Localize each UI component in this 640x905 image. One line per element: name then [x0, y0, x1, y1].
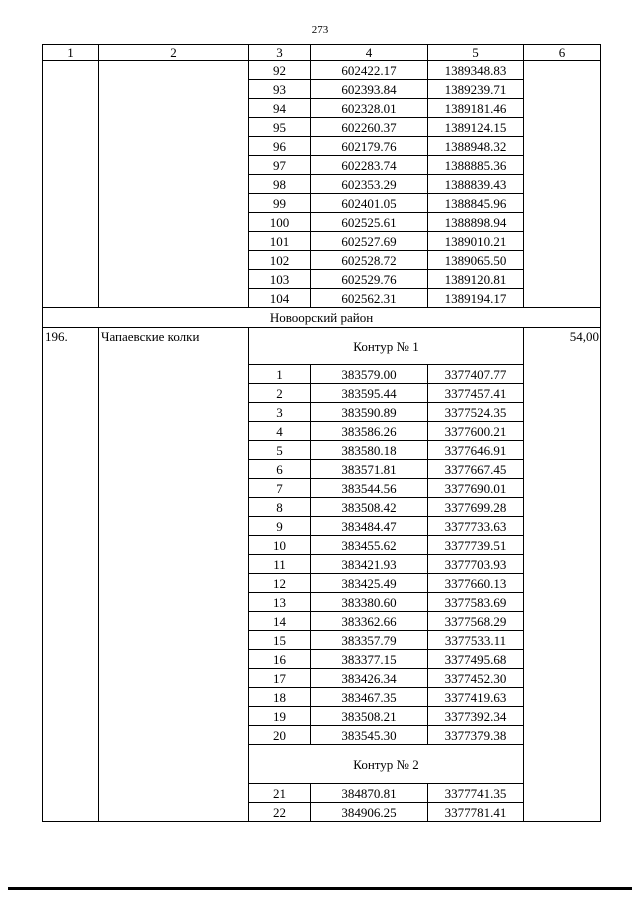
point-number-cell: 11 — [249, 555, 311, 574]
column-header: 5 — [428, 45, 524, 61]
coord-y-cell: 1388845.96 — [428, 194, 524, 213]
coord-x-cell: 383580.18 — [311, 441, 428, 460]
coord-x-cell: 384906.25 — [311, 803, 428, 822]
coord-x-cell: 383425.49 — [311, 574, 428, 593]
coord-x-cell: 602529.76 — [311, 270, 428, 289]
coord-x-cell: 383357.79 — [311, 631, 428, 650]
point-number-cell: 97 — [249, 156, 311, 175]
coord-y-cell: 3377568.29 — [428, 612, 524, 631]
point-number-cell: 13 — [249, 593, 311, 612]
coord-x-cell: 383586.26 — [311, 422, 428, 441]
point-number-cell: 9 — [249, 517, 311, 536]
point-number-cell: 101 — [249, 232, 311, 251]
coord-y-cell: 1389124.15 — [428, 118, 524, 137]
area-cell — [524, 61, 601, 308]
coord-y-cell: 1388948.32 — [428, 137, 524, 156]
coord-y-cell: 3377524.35 — [428, 403, 524, 422]
coord-y-cell: 3377379.38 — [428, 726, 524, 745]
coord-x-cell: 602401.05 — [311, 194, 428, 213]
coord-y-cell: 1388885.36 — [428, 156, 524, 175]
coord-x-cell: 383362.66 — [311, 612, 428, 631]
point-number-cell: 22 — [249, 803, 311, 822]
coord-y-cell: 3377667.45 — [428, 460, 524, 479]
kontur-title: Контур № 2 — [249, 745, 524, 784]
point-number-cell: 98 — [249, 175, 311, 194]
point-number-cell: 104 — [249, 289, 311, 308]
coord-y-cell: 3377452.30 — [428, 669, 524, 688]
point-number-cell: 92 — [249, 61, 311, 80]
point-number-cell: 4 — [249, 422, 311, 441]
coord-x-cell: 602353.29 — [311, 175, 428, 194]
entry-number-cell: 196. — [43, 328, 99, 822]
kontur-title: Контур № 1 — [249, 328, 524, 365]
point-number-cell: 96 — [249, 137, 311, 156]
point-number-cell: 6 — [249, 460, 311, 479]
coord-x-cell: 383508.42 — [311, 498, 428, 517]
point-number-cell: 103 — [249, 270, 311, 289]
page-number: 273 — [311, 24, 329, 36]
point-number-cell: 100 — [249, 213, 311, 232]
table-row — [43, 308, 601, 328]
coord-y-cell: 1389348.83 — [428, 61, 524, 80]
coord-y-cell: 3377699.28 — [428, 498, 524, 517]
point-number-cell: 8 — [249, 498, 311, 517]
coord-x-cell: 602393.84 — [311, 80, 428, 99]
coord-y-cell: 3377690.01 — [428, 479, 524, 498]
entry-name-cell — [99, 61, 249, 308]
coord-y-cell: 1389181.46 — [428, 99, 524, 118]
coord-x-cell: 383467.35 — [311, 688, 428, 707]
point-number-cell: 95 — [249, 118, 311, 137]
coord-y-cell: 1388898.94 — [428, 213, 524, 232]
point-number-cell: 2 — [249, 384, 311, 403]
coord-x-cell: 383595.44 — [311, 384, 428, 403]
coord-y-cell: 3377600.21 — [428, 422, 524, 441]
coord-y-cell: 3377495.68 — [428, 650, 524, 669]
coord-x-cell: 383380.60 — [311, 593, 428, 612]
coord-x-cell: 602525.61 — [311, 213, 428, 232]
point-number-cell: 3 — [249, 403, 311, 422]
coord-y-cell: 3377660.13 — [428, 574, 524, 593]
table-row — [43, 328, 601, 365]
coord-y-cell: 3377781.41 — [428, 803, 524, 822]
coord-x-cell: 383377.15 — [311, 650, 428, 669]
coord-x-cell: 383455.62 — [311, 536, 428, 555]
point-number-cell: 99 — [249, 194, 311, 213]
coord-y-cell: 3377733.63 — [428, 517, 524, 536]
coord-y-cell: 3377741.35 — [428, 784, 524, 803]
coord-y-cell: 3377646.91 — [428, 441, 524, 460]
coord-x-cell: 383590.89 — [311, 403, 428, 422]
coord-x-cell: 602283.74 — [311, 156, 428, 175]
column-header: 2 — [99, 45, 249, 61]
coord-x-cell: 383421.93 — [311, 555, 428, 574]
point-number-cell: 94 — [249, 99, 311, 118]
entry-number-cell — [43, 61, 99, 308]
coord-x-cell: 602562.31 — [311, 289, 428, 308]
coord-y-cell: 3377457.41 — [428, 384, 524, 403]
point-number-cell: 10 — [249, 536, 311, 555]
coord-y-cell: 1389239.71 — [428, 80, 524, 99]
coord-y-cell: 1389194.17 — [428, 289, 524, 308]
point-number-cell: 19 — [249, 707, 311, 726]
coord-x-cell: 383545.30 — [311, 726, 428, 745]
point-number-cell: 12 — [249, 574, 311, 593]
point-number-cell: 5 — [249, 441, 311, 460]
coord-x-cell: 602260.37 — [311, 118, 428, 137]
coord-y-cell: 3377703.93 — [428, 555, 524, 574]
coord-y-cell: 3377739.51 — [428, 536, 524, 555]
point-number-cell: 7 — [249, 479, 311, 498]
bottom-rule — [8, 887, 632, 890]
coord-x-cell: 383544.56 — [311, 479, 428, 498]
column-header: 4 — [311, 45, 428, 61]
coord-y-cell: 1388839.43 — [428, 175, 524, 194]
coord-x-cell: 602422.17 — [311, 61, 428, 80]
table-row — [43, 45, 601, 61]
coord-y-cell: 1389120.81 — [428, 270, 524, 289]
coord-x-cell: 602179.76 — [311, 137, 428, 156]
coord-x-cell: 383426.34 — [311, 669, 428, 688]
coord-x-cell: 384870.81 — [311, 784, 428, 803]
point-number-cell: 14 — [249, 612, 311, 631]
column-header: 6 — [524, 45, 601, 61]
coord-x-cell: 383508.21 — [311, 707, 428, 726]
table-row — [43, 61, 601, 80]
coord-y-cell: 3377583.69 — [428, 593, 524, 612]
coord-y-cell: 3377419.63 — [428, 688, 524, 707]
point-number-cell: 1 — [249, 365, 311, 384]
point-number-cell: 17 — [249, 669, 311, 688]
point-number-cell: 20 — [249, 726, 311, 745]
point-number-cell: 16 — [249, 650, 311, 669]
column-header: 3 — [249, 45, 311, 61]
coord-x-cell: 602527.69 — [311, 232, 428, 251]
area-cell: 54,00 — [524, 328, 601, 822]
coord-x-cell: 383579.00 — [311, 365, 428, 384]
point-number-cell: 18 — [249, 688, 311, 707]
point-number-cell: 21 — [249, 784, 311, 803]
coord-y-cell: 1389010.21 — [428, 232, 524, 251]
coordinates-table — [42, 44, 601, 822]
coord-y-cell: 3377407.77 — [428, 365, 524, 384]
entry-name-cell: Чапаевские колки — [99, 328, 249, 822]
point-number-cell: 93 — [249, 80, 311, 99]
point-number-cell: 102 — [249, 251, 311, 270]
district-heading: Новоорский район — [43, 308, 601, 328]
point-number-cell: 15 — [249, 631, 311, 650]
coord-y-cell: 3377533.11 — [428, 631, 524, 650]
coord-y-cell: 1389065.50 — [428, 251, 524, 270]
coord-x-cell: 383484.47 — [311, 517, 428, 536]
coord-x-cell: 602528.72 — [311, 251, 428, 270]
coord-x-cell: 602328.01 — [311, 99, 428, 118]
column-header: 1 — [43, 45, 99, 61]
coord-y-cell: 3377392.34 — [428, 707, 524, 726]
coord-x-cell: 383571.81 — [311, 460, 428, 479]
